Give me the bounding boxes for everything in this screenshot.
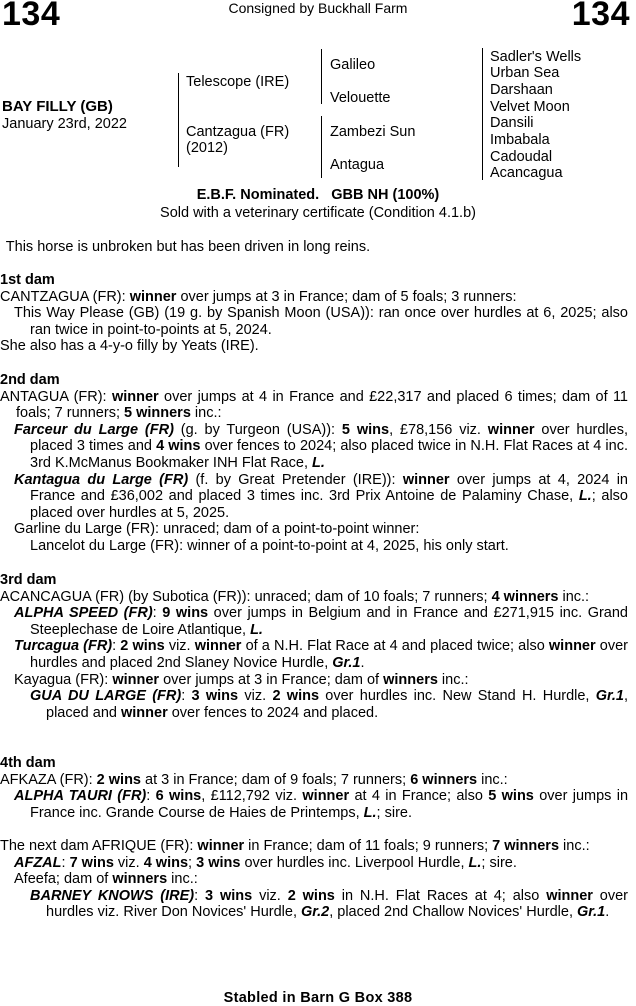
- pedigree-gen2-3: Zambezi Sun: [330, 124, 416, 140]
- cantzagua-entry: CANTZAGUA (FR): winner over jumps at 3 in France; dam of 5 foals; 3 runners:: [0, 288, 517, 305]
- horse-foaled: January 23rd, 2022: [2, 116, 127, 132]
- heading-1st-dam: 1st dam: [0, 272, 55, 288]
- pedigree-gen2-2: Velouette: [330, 90, 391, 106]
- alpha-tauri-entry: ALPHA TAURI (FR): 6 wins, £112,792 viz. winner at 4 in France; also 5 wins over jumps in France inc. Grande Course de Haies de Printemps, L.; sire.: [14, 788, 629, 821]
- farceur-entry: Farceur du Large (FR) (g. by Turgeon (USA)): 5 wins, £78,156 viz. winner over hurdles, placed 3 times and 4 wins over fences to 2024; also placed twice in N.H. Flat Races at 4 inc. 3rd K.McManus Bookmaker INH Flat Race, L.: [14, 421, 629, 471]
- pedigree-dam: Cantzagua (FR): [186, 124, 290, 140]
- kantagua-entry: Kantagua du Large (FR) (f. by Great Pretender (IRE)): winner over jumps at 4, 2024 in France and £36,002 and placed 3 times inc. 3rd Prix Antoine de Palaminy Chase, L.; also placed over hurdles at 5, 2025.: [14, 471, 628, 521]
- pedigree-gen3-2: Urban Sea: [490, 65, 560, 81]
- pedigree-line-2b: [321, 116, 322, 178]
- kayagua-entry: Kayagua (FR): winner over jumps at 3 in France; dam of winners inc.:: [14, 671, 469, 688]
- pedigree-gen2-1: Galileo: [330, 57, 376, 73]
- section-2nd-dam: [0, 372, 628, 555]
- horse-description: BAY FILLY (GB): [2, 98, 113, 115]
- section-next-dam: [0, 838, 628, 921]
- pedigree-line-3: [482, 48, 483, 180]
- pedigree-dam-year: (2012): [186, 140, 228, 156]
- pedigree-gen3-7: Cadoudal: [490, 149, 553, 165]
- stabling-footer: Stabled in Barn G Box 388: [223, 990, 413, 1006]
- pedigree-gen2-4: Antagua: [330, 157, 385, 173]
- garline-entry: Garline du Large (FR): unraced; dam of a point-to-point winner:: [14, 521, 420, 538]
- nominations: E.B.F. Nominated. GBB NH (100%): [196, 187, 440, 203]
- lot-number-left: 134: [2, 0, 61, 33]
- heading-3rd-dam: 3rd dam: [0, 572, 57, 588]
- pedigree-gen3-3: Darshaan: [490, 82, 553, 98]
- pedigree-sire: Telescope (IRE): [186, 74, 290, 90]
- afkaza-entry: AFKAZA (FR): 2 wins at 3 in France; dam of 9 foals; 7 runners; 6 winners inc.:: [0, 771, 508, 788]
- antagua-entry: ANTAGUA (FR): winner over jumps at 4 in France and £22,317 and placed 6 times; dam of 11 foals; 7 runners; 5 winners inc.:: [0, 388, 628, 422]
- barney-knows-entry: BARNEY KNOWS (IRE): 3 wins viz. 2 wins in N.H. Flat Races at 4; also winner over hurdles viz. River Don Novices' Hurdle, Gr.2, placed 2nd Challow Novices' Hurdle, Gr.1.: [30, 887, 628, 921]
- pedigree-line-2a: [321, 49, 322, 104]
- also-filly-entry: She also has a 4-y-o filly by Yeats (IRE).: [0, 338, 259, 355]
- lot-number-right: 134: [571, 0, 630, 33]
- section-4th-dam: [0, 755, 628, 821]
- pedigree-gen3-1: Sadler's Wells: [490, 49, 582, 65]
- section-1st-dam: [0, 272, 628, 355]
- afeefa-entry: Afeefa; dam of winners inc.:: [14, 871, 198, 888]
- pedigree-gen3-6: Imbabala: [490, 132, 550, 148]
- pedigree-gen3-5: Dansili: [490, 115, 534, 131]
- acancagua-entry: ACANCAGUA (FR) (by Subotica (FR)): unraced; dam of 10 foals; 7 runners; 4 winners inc.:: [0, 588, 590, 605]
- alpha-speed-entry: ALPHA SPEED (FR): 9 wins over jumps in Belgium and in France and £271,915 inc. Grand Steeplechase de Loire Atlantique, L.: [14, 605, 628, 638]
- this-way-please-entry: This Way Please (GB) (19 g. by Spanish Moon (USA)): ran once over hurdles at 6, 2025; also ran twice in point-to-points at 5, 2024.: [14, 305, 628, 338]
- turcagua-entry: Turcagua (FR): 2 wins viz. winner of a N.H. Flat Race at 4 and placed twice; also winner over hurdles and placed 2nd Slaney Novice Hurdle, Gr.1.: [14, 638, 628, 671]
- pedigree-gen3-4: Velvet Moon: [490, 99, 570, 115]
- lancelot-entry: Lancelot du Large (FR): winner of a point-to-point at 4, 2025, his only start.: [30, 537, 509, 554]
- pedigree-gen3-8: Acancagua: [490, 165, 563, 181]
- afrique-entry: The next dam AFRIQUE (FR): winner in France; dam of 11 foals; 9 runners; 7 winners inc.:: [0, 838, 590, 854]
- consignor: Consigned by Buckhall Farm: [228, 0, 408, 16]
- gua-du-large-entry: GUA DU LARGE (FR): 3 wins viz. 2 wins over hurdles inc. New Stand H. Hurdle, Gr.1, placed and winner over fences to 2024 and placed.: [30, 688, 628, 721]
- heading-2nd-dam: 2nd dam: [0, 372, 60, 388]
- vet-note: Sold with a veterinary certificate (Condition 4.1.b): [160, 205, 476, 221]
- unbroken-note: This horse is unbroken but has been driven in long reins.: [2, 239, 371, 255]
- afzal-entry: AFZAL: 7 wins viz. 4 wins; 3 wins over hurdles inc. Liverpool Hurdle, L.; sire.: [14, 854, 517, 871]
- section-3rd-dam: [0, 572, 628, 721]
- heading-4th-dam: 4th dam: [0, 755, 56, 771]
- pedigree-line-1: [178, 73, 179, 167]
